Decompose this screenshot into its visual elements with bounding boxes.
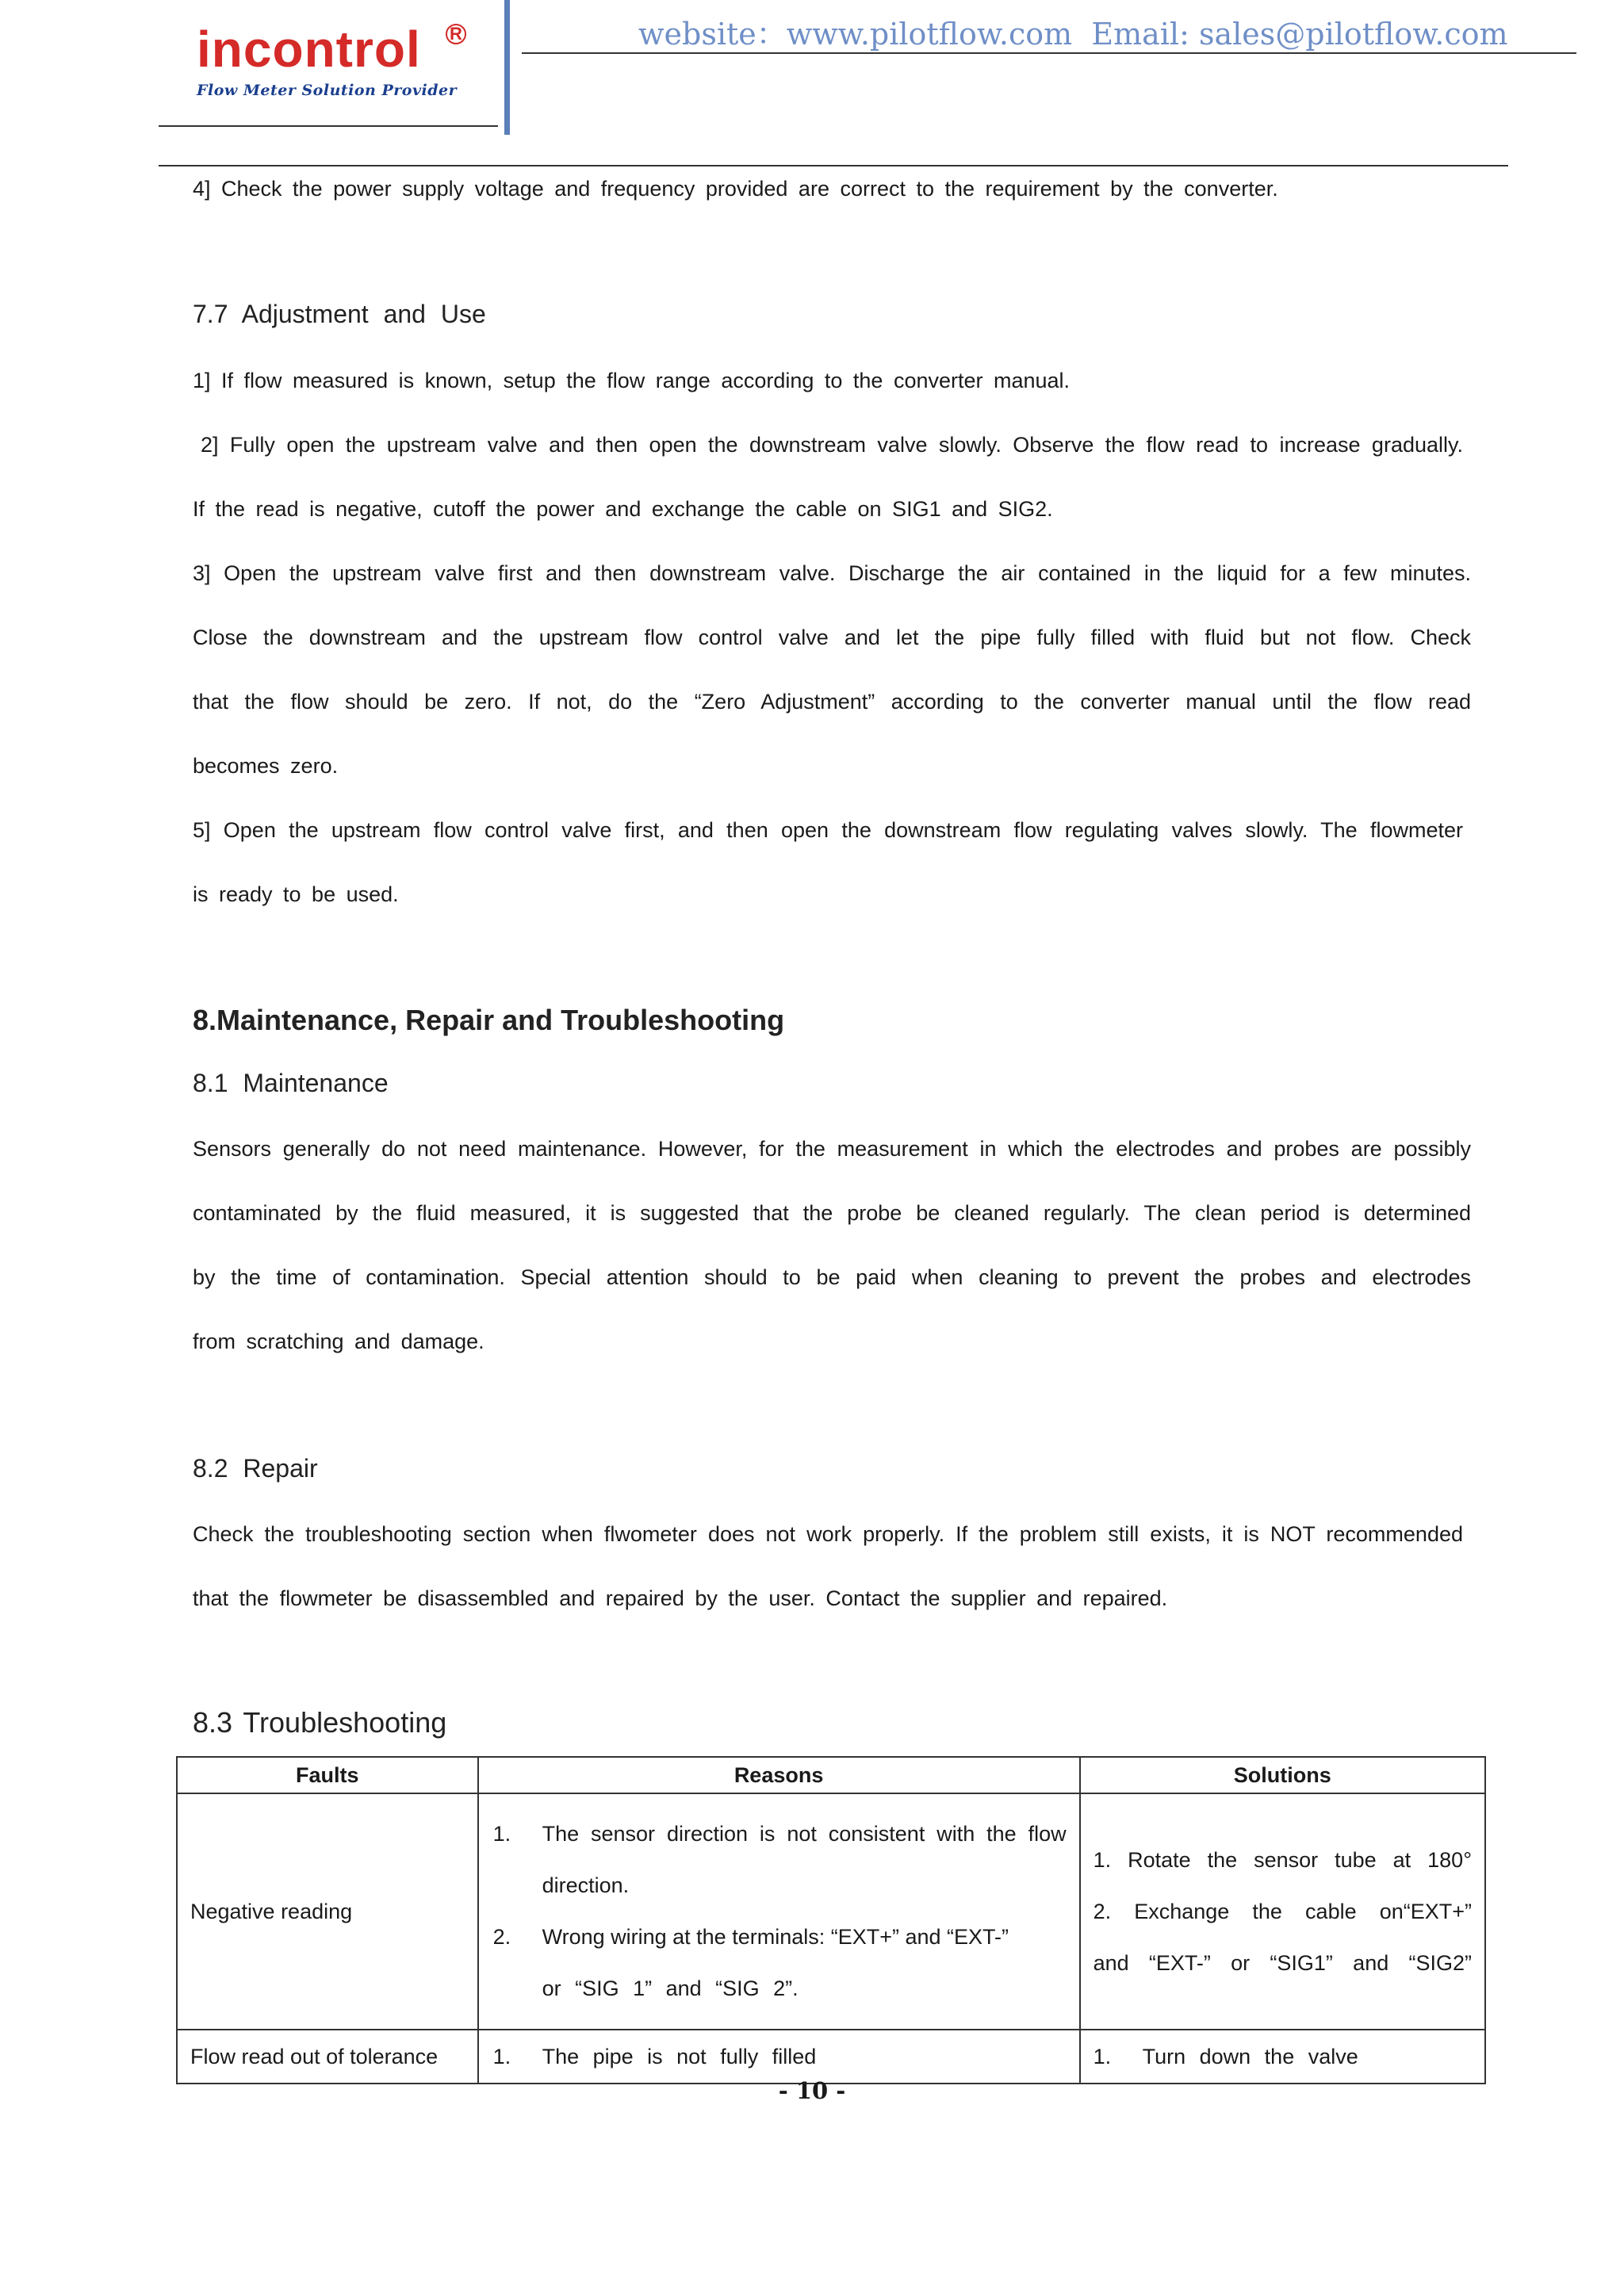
- reason-number: 2.: [492, 1925, 511, 1949]
- header-accent-bar: [504, 0, 510, 135]
- section-title-8-1: 8.1 Maintenance: [193, 1069, 389, 1097]
- adjust-item-3-line-1: 3] Open the upstream valve first and then downstream valve. Discharge the air contained in the liquid for a few minutes.: [193, 561, 1471, 585]
- repair-line-1: Check the troubleshooting section when flwometer does not work properly. If the problem still exists, it is NOT recommended: [193, 1522, 1463, 1546]
- solution-line-2: 2. Exchange the cable on“EXT+”: [1093, 1899, 1472, 1923]
- adjust-item-5-line-1: 5] Open the upstream flow control valve first, and then open the downstream flow regulating valves slowly. The flowmeter: [193, 818, 1463, 842]
- table-row: [177, 1793, 1485, 2030]
- maintenance-line-4: from scratching and damage.: [193, 1330, 485, 1353]
- adjust-item-3-line-2: Close the downstream and the upstream flow control valve and let the pipe fully filled with fluid but not flow. Check: [193, 626, 1471, 649]
- maintenance-line-1: Sensors generally do not need maintenance. However, for the measurement in which the electrodes and probes are possibly: [193, 1137, 1471, 1161]
- logo-divider: [159, 125, 498, 127]
- reason-item: [493, 1911, 1067, 2015]
- maintenance-line-3: by the time of contamination. Special attention should to be paid when cleaning to prevent the probes and electrodes: [193, 1265, 1471, 1289]
- maintenance-line-2: contaminated by the fluid measured, it is suggested that the probe be cleaned regularly. The clean period is determined: [193, 1201, 1471, 1225]
- fault-cell: Negative reading: [177, 1793, 478, 2030]
- table-header-row: [177, 1757, 1485, 1793]
- reason-item: [493, 1808, 1067, 1911]
- reasons-cell: [478, 2030, 1080, 2084]
- solution-text: Turn down the valve: [1142, 2045, 1358, 2068]
- fault-cell: Flow read out of tolerance: [177, 2030, 478, 2084]
- page-number: - 10 -: [778, 2077, 846, 2104]
- column-header-faults: Faults: [177, 1757, 478, 1793]
- solutions-cell: [1080, 1793, 1485, 2030]
- reason-text-line-2: or “SIG 1” and “SIG 2”.: [542, 1976, 799, 2000]
- contact-underline: [522, 52, 1576, 54]
- reason-number: 1.: [492, 1822, 511, 1846]
- adjust-item-1: 1] If flow measured is known, setup the flow range according to the converter manual.: [193, 369, 1071, 392]
- column-header-solutions: Solutions: [1080, 1757, 1485, 1793]
- troubleshooting-table: [176, 1756, 1486, 2084]
- logo-tagline: Flow Meter Solution Provider: [197, 82, 458, 99]
- solution-line-3: and “EXT-” or “SIG1” and “SIG2”: [1093, 1950, 1472, 1975]
- solution-number: 1.: [1093, 2045, 1112, 2068]
- reason-text-line-1: The sensor direction is not consistent with the flow: [542, 1822, 1067, 1846]
- adjust-item-2-line-1: 2] Fully open the upstream valve and then open the downstream valve slowly. Observe the flow read to increase gradually.: [201, 433, 1463, 457]
- solution-line-1: 1. Rotate the sensor tube at 180°: [1093, 1847, 1472, 1872]
- section-title-8-3: 8.3 Troubleshooting: [193, 1706, 447, 1739]
- reasons-cell: [478, 1793, 1080, 2030]
- section-title-8-2: 8.2 Repair: [193, 1454, 318, 1483]
- company-logo-text: incontrol: [197, 21, 421, 78]
- reason-number: 1.: [492, 2045, 511, 2068]
- reason-text: The pipe is not fully filled: [542, 2045, 817, 2068]
- repair-line-2: that the flowmeter be disassembled and repaired by the user. Contact the supplier and repaired.: [193, 1586, 1168, 1610]
- registered-mark-icon: R: [446, 24, 466, 44]
- header-contact: website：www.pilotflow.com Email: sales@pilotflow.com: [638, 17, 1508, 52]
- table-row: [177, 2030, 1485, 2084]
- reason-text-line-2: direction.: [542, 1873, 630, 1897]
- reason-text-line-1: Wrong wiring at the terminals: “EXT+” and “EXT-”: [542, 1925, 1009, 1949]
- solutions-cell: [1080, 2030, 1485, 2084]
- adjust-item-5-line-2: is ready to be used.: [193, 882, 399, 906]
- section-title-7-7: 7.7 Adjustment and Use: [193, 300, 486, 328]
- chapter-title-8: 8.Maintenance, Repair and Troubleshooting: [193, 1004, 785, 1036]
- adjust-item-2-line-2: If the read is negative, cutoff the power and exchange the cable on SIG1 and SIG2.: [193, 497, 1053, 521]
- paragraph-item-4: 4] Check the power supply voltage and frequency provided are correct to the requirement by the converter.: [193, 177, 1278, 201]
- column-header-reasons: Reasons: [478, 1757, 1080, 1793]
- adjust-item-3-line-3: that the flow should be zero. If not, do the “Zero Adjustment” according to the converter manual until the flow read: [193, 690, 1471, 714]
- adjust-item-3-line-4: becomes zero.: [193, 754, 339, 778]
